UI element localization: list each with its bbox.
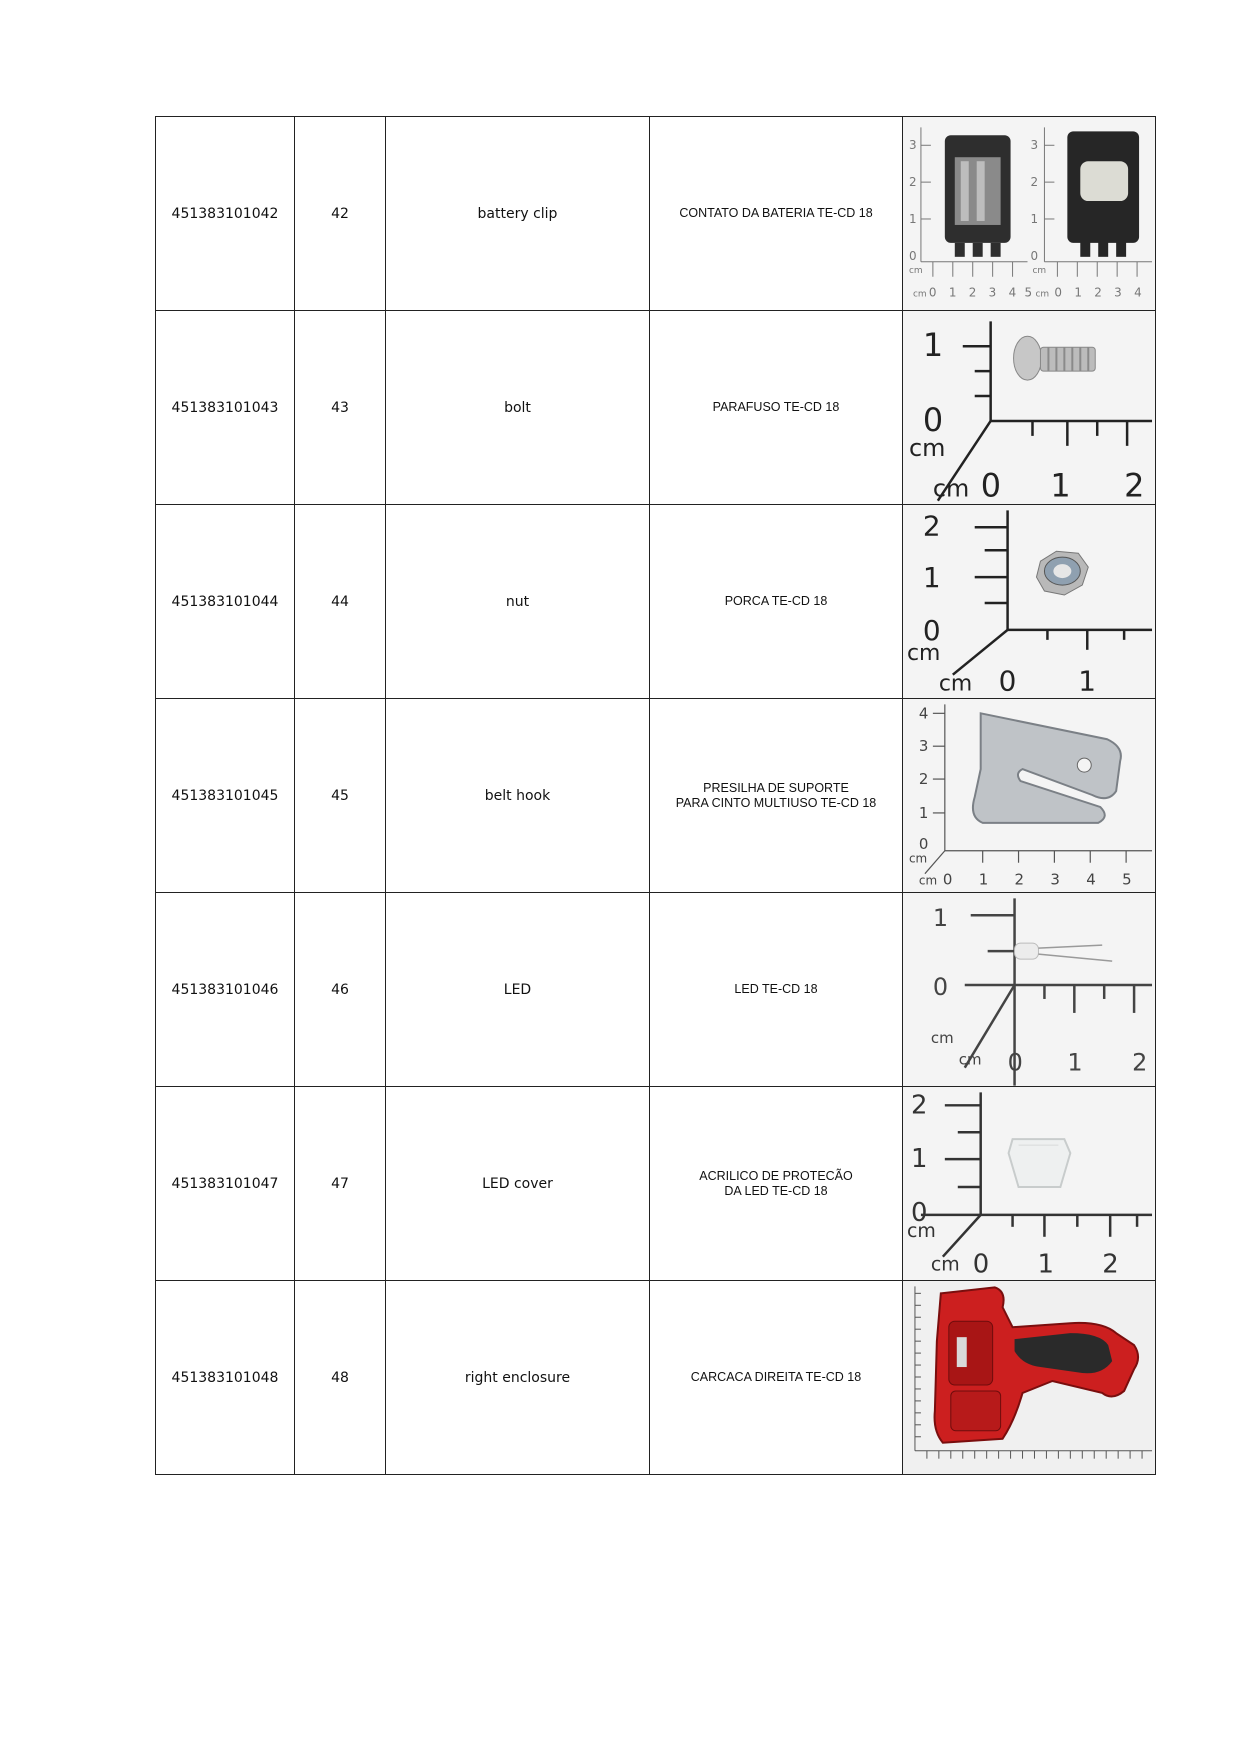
unit-label: cm xyxy=(930,1028,954,1047)
scale-label: 2 xyxy=(968,285,977,300)
battery-clip-image xyxy=(903,117,1155,310)
scale-label: 1 xyxy=(1078,664,1097,698)
scale-label: 3 xyxy=(918,737,929,756)
unit-label: cm xyxy=(930,1253,960,1276)
nut-photo xyxy=(903,505,1156,699)
scale-label: 0 xyxy=(972,1249,990,1280)
scale-label: 2 xyxy=(1030,175,1039,190)
part-code: 451383101047 xyxy=(156,1087,295,1281)
scale-label: 1 xyxy=(932,904,949,933)
part-name-english: bolt xyxy=(386,311,650,505)
scale-label: 2 xyxy=(918,770,929,789)
scale-label: 0 xyxy=(932,972,949,1001)
scale-label: 4 xyxy=(918,704,929,723)
unit-label: cm xyxy=(906,1219,936,1242)
scale-label: 4 xyxy=(1086,870,1096,889)
battery-clip-photo xyxy=(903,117,1156,311)
part-name-portuguese: PARAFUSO TE-CD 18 xyxy=(650,311,903,505)
part-name-portuguese: LED TE-CD 18 xyxy=(650,893,903,1087)
led-cover-photo xyxy=(903,1087,1156,1281)
scale-label: 3 xyxy=(988,285,997,300)
table-row xyxy=(156,1281,1156,1475)
table-row xyxy=(156,893,1156,1087)
unit-label: cm xyxy=(912,289,927,300)
led-photo xyxy=(903,893,1156,1087)
scale-label: 3 xyxy=(1114,285,1122,300)
led-cover-image xyxy=(903,1087,1155,1280)
led-cover-shape xyxy=(1009,1139,1071,1187)
position-number: 48 xyxy=(295,1281,386,1475)
table-row xyxy=(156,117,1156,311)
scale-label: 3 xyxy=(908,138,917,153)
part-name-english: LED cover xyxy=(386,1087,650,1281)
position-number: 43 xyxy=(295,311,386,505)
right-enclosure-photo xyxy=(903,1281,1156,1475)
unit-label: cm xyxy=(908,265,923,276)
scale-label: 0 xyxy=(1007,1048,1023,1077)
unit-label: cm xyxy=(1032,265,1047,276)
part-name-portuguese: ACRILICO DE PROTECÃO DA LED TE-CD 18 xyxy=(650,1087,903,1281)
scale-label: 2 xyxy=(1124,466,1145,504)
position-number: 44 xyxy=(295,505,386,699)
scale-label: 0 xyxy=(998,664,1017,698)
scale-label: 0 xyxy=(922,400,944,439)
scale-label: 0 xyxy=(942,870,953,889)
scale-label: 1 xyxy=(922,326,944,365)
part-name-portuguese: PORCA TE-CD 18 xyxy=(650,505,903,699)
scale-label: 4 xyxy=(1008,285,1017,300)
nut-image xyxy=(903,505,1155,698)
unit-label: cm xyxy=(918,873,938,888)
scale-label: 0 xyxy=(1030,248,1039,263)
part-name-portuguese: CONTATO DA BATERIA TE-CD 18 xyxy=(650,117,903,311)
scale-label: 1 xyxy=(1067,1048,1083,1077)
part-code: 451383101048 xyxy=(156,1281,295,1475)
scale-label: 2 xyxy=(1014,870,1025,889)
led-image xyxy=(903,893,1155,1086)
right-enclosure-image xyxy=(903,1281,1155,1474)
scale-label: 5 xyxy=(1122,870,1132,889)
unit-label: cm xyxy=(906,640,941,666)
scale-label: 2 xyxy=(908,175,917,190)
bolt-photo xyxy=(903,311,1156,505)
part-name-english: belt hook xyxy=(386,699,650,893)
part-code: 451383101042 xyxy=(156,117,295,311)
position-number: 47 xyxy=(295,1087,386,1281)
scale-label: 3 xyxy=(1050,870,1060,889)
scale-label: 1 xyxy=(1037,1249,1054,1280)
scale-label: 2 xyxy=(922,509,941,543)
part-name-english: LED xyxy=(386,893,650,1087)
parts-table xyxy=(155,116,1156,1475)
scale-label: 1 xyxy=(948,285,957,300)
part-code: 451383101043 xyxy=(156,311,295,505)
scale-label: 0 xyxy=(928,285,937,300)
scale-label: 0 xyxy=(922,613,941,647)
bolt-image xyxy=(903,311,1155,504)
table-row xyxy=(156,1087,1156,1281)
position-number: 45 xyxy=(295,699,386,893)
position-number: 46 xyxy=(295,893,386,1087)
scale-label: 0 xyxy=(980,466,1001,504)
table-row xyxy=(156,311,1156,505)
scale-label: 2 xyxy=(1094,285,1102,300)
part-code: 451383101046 xyxy=(156,893,295,1087)
unit-label: cm xyxy=(1035,289,1050,300)
scale-label: 1 xyxy=(1074,285,1082,300)
part-name-english: right enclosure xyxy=(386,1281,650,1475)
scale-label: 0 xyxy=(910,1197,928,1228)
scale-label: 0 xyxy=(918,834,929,853)
scale-label: 1 xyxy=(910,1144,928,1175)
part-code: 451383101044 xyxy=(156,505,295,699)
unit-label: cm xyxy=(932,474,970,503)
part-code: 451383101045 xyxy=(156,699,295,893)
table-row xyxy=(156,699,1156,893)
scale-label: 1 xyxy=(922,561,941,595)
belt-hook-photo xyxy=(903,699,1156,893)
part-name-english: nut xyxy=(386,505,650,699)
scale-label: 1 xyxy=(908,211,917,226)
scale-label: 1 xyxy=(1050,466,1071,504)
scale-label: 5 xyxy=(1024,285,1033,300)
table-row xyxy=(156,505,1156,699)
unit-label: cm xyxy=(908,851,928,866)
unit-label: cm xyxy=(958,1050,982,1069)
scale-label: 2 xyxy=(1102,1249,1119,1280)
unit-label: cm xyxy=(938,671,973,697)
part-name-portuguese: PRESILHA DE SUPORTE PARA CINTO MULTIUSO TE-CD 18 xyxy=(650,699,903,893)
scale-label: 2 xyxy=(1132,1048,1148,1077)
position-number: 42 xyxy=(295,117,386,311)
scale-label: 4 xyxy=(1134,285,1142,300)
scale-label: 1 xyxy=(918,803,929,822)
belt-hook-image xyxy=(903,699,1155,892)
scale-label: 2 xyxy=(910,1090,928,1121)
part-name-portuguese: CARCACA DIREITA TE-CD 18 xyxy=(650,1281,903,1475)
scale-label: 0 xyxy=(908,248,917,263)
scale-label: 1 xyxy=(1030,211,1039,226)
scale-label: 0 xyxy=(1054,285,1063,300)
scale-label: 1 xyxy=(978,870,989,889)
scale-label: 3 xyxy=(1030,138,1039,153)
unit-label: cm xyxy=(908,433,946,462)
part-name-english: battery clip xyxy=(386,117,650,311)
